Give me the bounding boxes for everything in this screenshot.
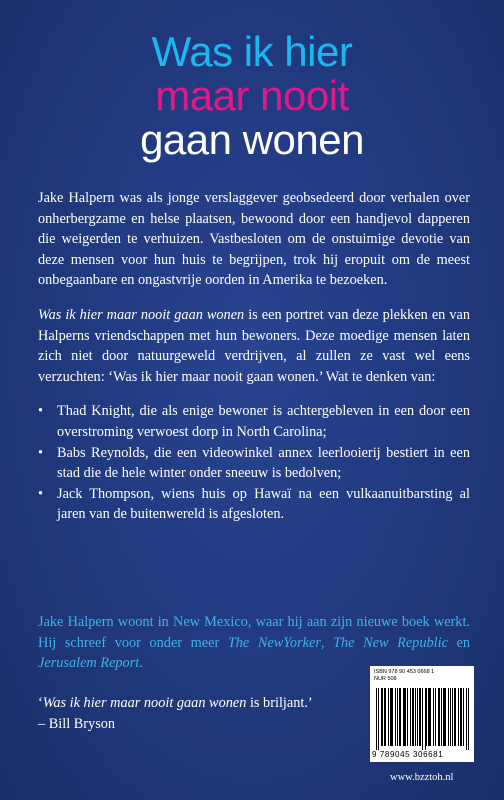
barcode-bar — [455, 688, 456, 746]
author-bio — [38, 612, 470, 674]
barcode-bar — [466, 688, 467, 750]
barcode-bar — [443, 688, 444, 746]
barcode-bar — [378, 688, 379, 750]
barcode-bar — [404, 688, 405, 746]
blurb — [38, 188, 470, 525]
barcode-bar — [433, 688, 434, 746]
barcode-bar — [417, 688, 418, 746]
barcode-bar — [419, 688, 420, 746]
barcode-bar — [413, 688, 414, 746]
barcode-bar — [463, 688, 464, 746]
barcode-bar — [426, 688, 427, 746]
quote-text — [38, 693, 358, 714]
barcode-bar — [397, 688, 398, 746]
barcode-bar — [390, 688, 391, 746]
barcode-bar — [428, 688, 429, 746]
barcode-bar — [454, 688, 455, 746]
barcode-bar — [384, 688, 385, 746]
title-line-3: gaan wonen — [140, 116, 364, 163]
blurb-paragraph-2 — [38, 305, 470, 387]
book-title-italic: Was ik hier maar nooit gaan wonen — [38, 306, 245, 323]
barcode-bar — [400, 688, 401, 746]
barcode-bar — [448, 688, 449, 746]
book-title — [0, 30, 504, 162]
barcode-label — [370, 666, 474, 762]
barcode-bar — [412, 688, 413, 746]
isbn-info — [374, 669, 434, 683]
barcode-bar — [415, 688, 416, 746]
separator: , — [320, 634, 334, 651]
barcode-bar — [405, 688, 406, 746]
barcode-bar — [410, 688, 411, 746]
barcode-bar — [452, 688, 453, 746]
barcode-bar — [382, 688, 383, 746]
isbn-number: ISBN 978 90 453 0668 1 — [374, 669, 435, 675]
barcode-bar — [391, 688, 392, 746]
list-item: • Thad Knight, die als enige bewoner is achtergebleven in een door een overstroming verwoest dorp in North Carolina; — [38, 401, 470, 442]
publisher-website[interactable]: www.bzztoh.nl — [390, 772, 454, 783]
blurb-paragraph-1: Jake Halpern was als jonge verslaggever geobsedeerd door verhalen over onherbergzame en helse plaatsen, bewoond door een handjevol dapperen die weigerden te verhuizen. Vastbesloten om de onstuimige devotie van deze mensen voor hun huis te begrijpen, trok hij eropuit om de meest onbegaanbare en ongastvrije oorden in Amerika te bezoeken. — [38, 190, 470, 289]
title-line-1: Was ik hier — [151, 28, 353, 75]
quote-rest: is briljant.’ — [246, 695, 313, 711]
author-bio-text: Jake Halpern woont in New Mexico, waar hij aan zijn nieuwe boek werkt. Hij schreef voor onder meer — [38, 614, 470, 651]
list-item: • Babs Reynolds, die een videowinkel annex leerlooierij bestiert in een stad die de hele winter onder sneeuw is bedolven; — [38, 443, 470, 484]
barcode-bar — [395, 688, 396, 746]
barcode-bar — [407, 688, 408, 746]
barcode-bar — [392, 688, 393, 746]
barcode-bar — [458, 688, 459, 746]
list-item: • Jack Thompson, wiens huis op Hawaï na een vulkaanuitbarsting al jaren van de buitenwereld is afgesloten. — [38, 484, 470, 525]
barcode-bar — [420, 688, 421, 746]
barcode-bar — [438, 688, 439, 746]
bullet-list — [38, 401, 470, 525]
barcode-bar — [388, 688, 389, 746]
barcode-digits: 9 789045 306681 — [372, 750, 444, 759]
separator: en — [447, 634, 471, 651]
barcode-bar — [460, 688, 461, 746]
barcode-bar — [376, 688, 377, 750]
publication-2: The New Republic — [333, 634, 448, 651]
barcode-bar — [429, 688, 430, 746]
barcode-bar — [430, 688, 431, 746]
barcode-bar — [381, 688, 382, 746]
barcode-bar — [461, 688, 462, 746]
quote-attribution: – Bill Bryson — [38, 715, 116, 732]
blurb-paragraph-2-text: is een portret van deze plekken en van Halperns vriendschappen met hun bewoners. Deze moedige mensen laten zich niet door natuurgeweld verdrijven, al zullen ze vast wel eens verzuchten: ‘Was ik hier maar nooit gaan wonen.’ Wat te denken van: — [38, 306, 470, 385]
period: . — [139, 655, 143, 672]
review-quote — [38, 693, 358, 734]
barcode-bar — [468, 688, 469, 750]
barcode-bar — [435, 688, 436, 746]
nur-code: NUR 508 — [374, 676, 397, 682]
barcode-bar — [385, 688, 386, 746]
title-line-2: maar nooit — [155, 72, 349, 119]
publication-1: The NewYorker — [227, 634, 321, 651]
open-quote: ‘ — [38, 695, 43, 711]
barcode-bar — [445, 688, 446, 746]
publication-3: Jerusalem Report — [38, 655, 140, 672]
barcode-bar — [444, 688, 445, 746]
quote-book-title: Was ik hier maar nooit gaan wonen — [42, 695, 247, 711]
barcode-bar — [403, 688, 404, 746]
barcode-bar — [422, 688, 423, 750]
barcode-bar — [425, 688, 426, 750]
barcode-icon — [374, 688, 470, 750]
barcode-bar — [450, 688, 451, 746]
barcode-bar — [399, 688, 400, 746]
barcode-bar — [439, 688, 440, 746]
barcode-bar — [441, 688, 442, 746]
